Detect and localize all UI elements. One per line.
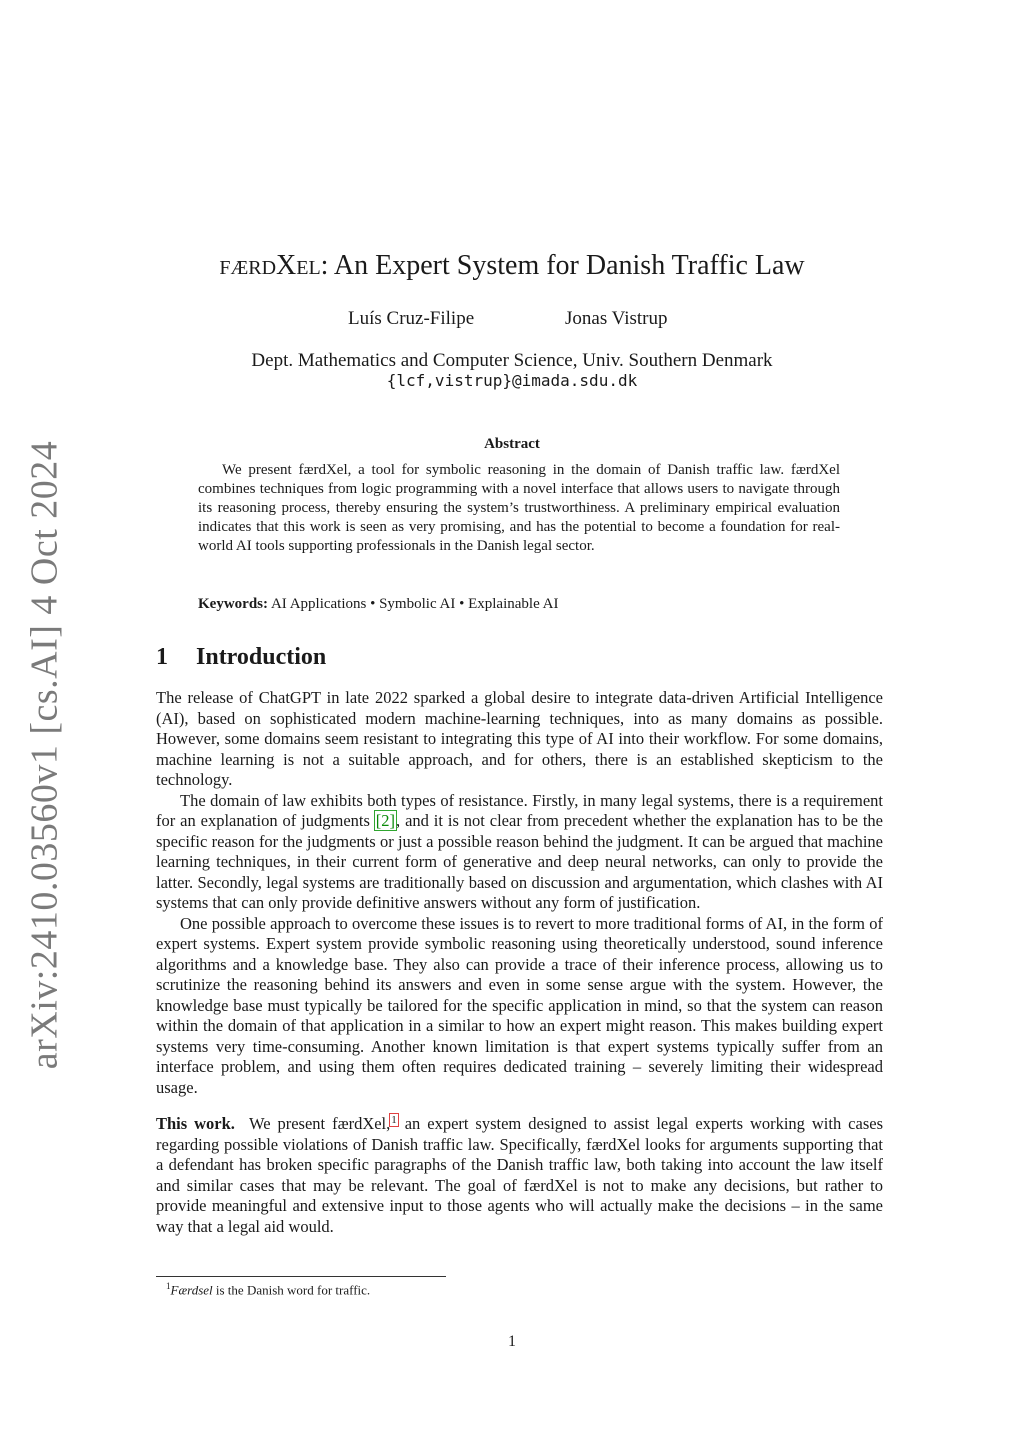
arxiv-identifier: arXiv:2410.03560v1 [cs.AI] 4 Oct 2024 [23,440,66,1070]
run-in-heading: This work. [156,1114,235,1133]
footnote-text: is the Danish word for traffic. [212,1282,371,1298]
paragraph-text: , and it is not clear from precedent whether the explanation has to be the specific reason for the judgments or just a possible reason behind the judgment. It can be argued that machine learning techniques, in their current form of generative and deep neural networks, can only to provide the latter. Secondly, legal systems are traditionally based on discussion and argumentation, which clashes with AI systems that can only provide definitive answers without any form of justification. [156,811,883,912]
body-text [156,688,883,1237]
arxiv-sidebar [14,440,74,1070]
system-name: færdXel [219,250,321,281]
keywords-label: Keywords: [198,596,268,612]
footnote [166,1281,370,1298]
paragraph: The release of ChatGPT in late 2022 sparked a global desire to integrate data-driven Artificial Intelligence (AI), based on sophisticated modern machine-learning techniques, into as many domains as possible. However, some domains seem resistant to integrating this type of AI into their workflow. For some domains, machine learning is not a suitable approach, and for others, there is an established skepticism to the technology. [156,688,883,789]
paragraph-text: We present færdXel, [248,1114,391,1133]
paragraph: One possible approach to overcome these issues is to revert to more traditional forms of AI, in the form of expert systems. Expert system provide symbolic reasoning using theoretically understood, sound inference algorithms and a knowledge base. They also can provide a trace of their inference process, allowing us to scrutinize the reasoning behind its answers and even in some sense argue with the system. However, the knowledge base must typically be tailored for the specific application in mind, so that the system can reason within the domain of that application in a similar to how an expert might reason. This makes building expert systems very time-consuming. Another known limitation is that expert systems typically suffer from an interface problem, and using them often requires dedicated training – severely limiting their widespread usage. [156,913,883,1097]
citation-link[interactable]: [2] [375,811,396,830]
title-rest: : An Expert System for Danish Traffic Law [320,250,805,281]
footnote-link[interactable]: 1 [391,1113,397,1126]
paragraph-text: an expert system designed to assist legal experts working with cases regarding possible violations of Danish traffic law. Specifically, færdXel looks for arguments supporting that a defendant has broken specific paragraphs of the Danish traffic law, both taking into account the law itself and similar cases that may be relevant. The goal of færdXel is not to make any decisions, but rather to provide meaningful and extensive input to those agents who will actually make the decisions – in the same way that a legal aid would. [156,1114,883,1236]
footnote-rule [156,1276,446,1277]
paper-title [0,250,1024,282]
author-name: Luís Cruz-Filipe [348,308,475,329]
paragraph [156,1114,883,1237]
footnote-mark: 1 [166,1281,171,1291]
keywords [198,596,840,613]
abstract-heading: Abstract [484,436,540,452]
paragraph [156,791,883,914]
author-name: Jonas Vistrup [565,308,668,329]
keywords-list: AI Applications • Symbolic AI • Explainable AI [270,596,559,612]
section-title: Introduction [196,644,327,670]
page-number: 1 [508,1333,516,1350]
footnote-term: Færdsel [170,1282,213,1298]
abstract-text: We present færdXel, a tool for symbolic reasoning in the domain of Danish traffic law. færdXel combines techniques from logic programming with a novel interface that allows users to navigate through its reasoning process, thereby ensuring the system’s trustworthiness. A preliminary empirical evaluation indicates that this work is seen as very promising, and has the potential to become a foundation for real-world AI tools supporting professionals in the Danish legal sector. [198,462,840,554]
author-email: {lcf,vistrup}@imada.sdu.dk [386,371,638,390]
affiliation: Dept. Mathematics and Computer Science, Univ. Southern Denmark [251,350,773,371]
paragraph-text: The domain of law exhibits both types of resistance. Firstly, in many legal systems, there is a requirement for an explanation of judgments [156,790,883,830]
section-heading [156,644,326,671]
section-number: 1 [156,644,168,670]
